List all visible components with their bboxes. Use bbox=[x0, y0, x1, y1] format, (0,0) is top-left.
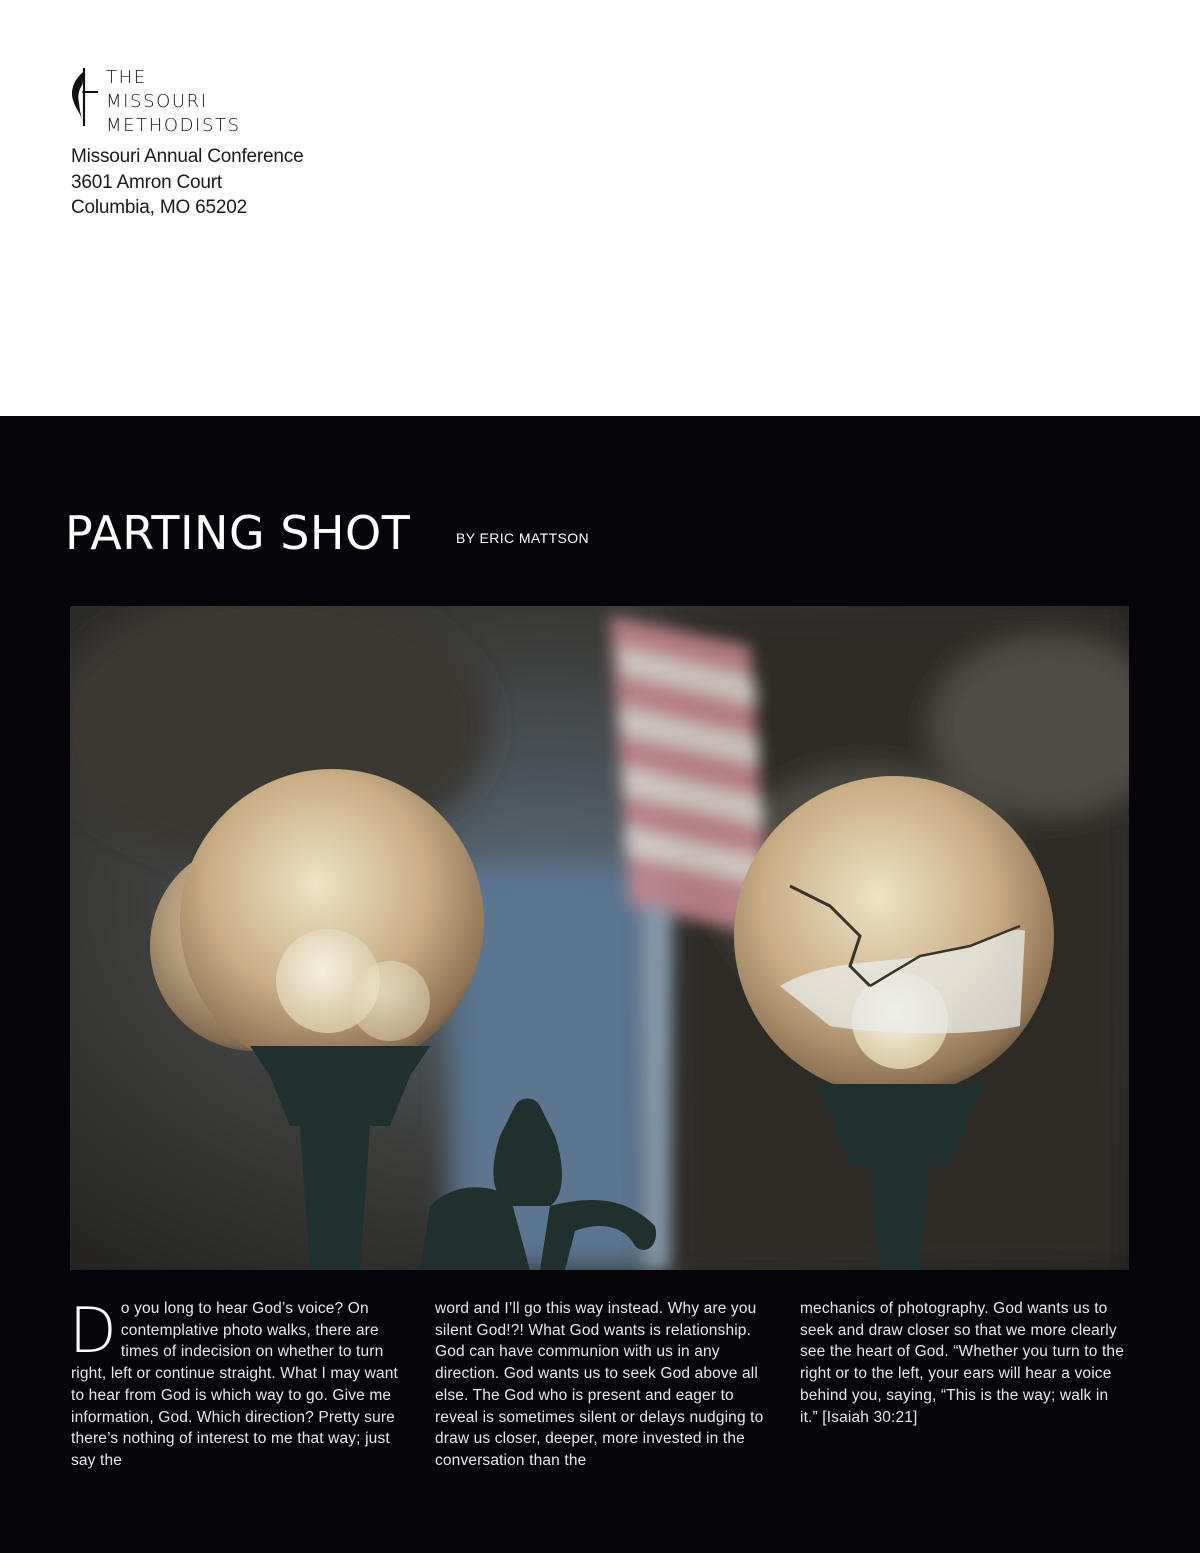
logo-line-1: THE bbox=[106, 67, 147, 88]
cross-and-flame-icon bbox=[68, 66, 102, 128]
article-column-1 bbox=[69, 1294, 399, 1472]
logo bbox=[68, 66, 241, 138]
article-column-3-text: mechanics of photography. God wants us to seek and draw closer so that we more clearly see the heart of God. “Whether you turn to the right or to the left, your ears will hear a voice behind you, saying, “This is the way; walk in it.” [Isaiah 30:21] bbox=[800, 1300, 1124, 1426]
article-column-2-text: word and I’ll go this way instead. Why are you silent God!?! What God wants is relationship. God can have communion with us in any direction. God wants us to seek God above all else. The God who is present and eager to reveal is sometimes silent or delays nudging to draw us closer, deeper, more invested in the conversation than the bbox=[435, 1300, 764, 1469]
lamp-globes-photo bbox=[70, 606, 1129, 1270]
logo-line-3: METHODISTS bbox=[106, 115, 241, 136]
article-byline: BY ERIC MATTSON bbox=[456, 530, 590, 546]
article-column-3 bbox=[800, 1298, 1130, 1428]
drop-cap: D bbox=[69, 1294, 117, 1367]
address-line-3: Columbia, MO 65202 bbox=[71, 197, 247, 218]
address-line-1: Missouri Annual Conference bbox=[71, 146, 304, 167]
article-column-1-text: o you long to hear God’s voice? On contemplative photo walks, there are times of indecision on whether to turn right, left or continue straight. What I may want to hear from God is which way to go. Give me information, God. Which direction? Pretty sure there’s nothing of interest to me that way; just say the bbox=[71, 1300, 398, 1469]
logo-line-2: MISSOURI bbox=[106, 91, 208, 112]
mailing-address bbox=[71, 144, 303, 221]
article-column-2 bbox=[435, 1298, 765, 1472]
article-headline: PARTING SHOT bbox=[65, 506, 411, 560]
address-panel bbox=[0, 0, 1200, 416]
address-line-2: 3601 Amron Court bbox=[71, 171, 222, 193]
